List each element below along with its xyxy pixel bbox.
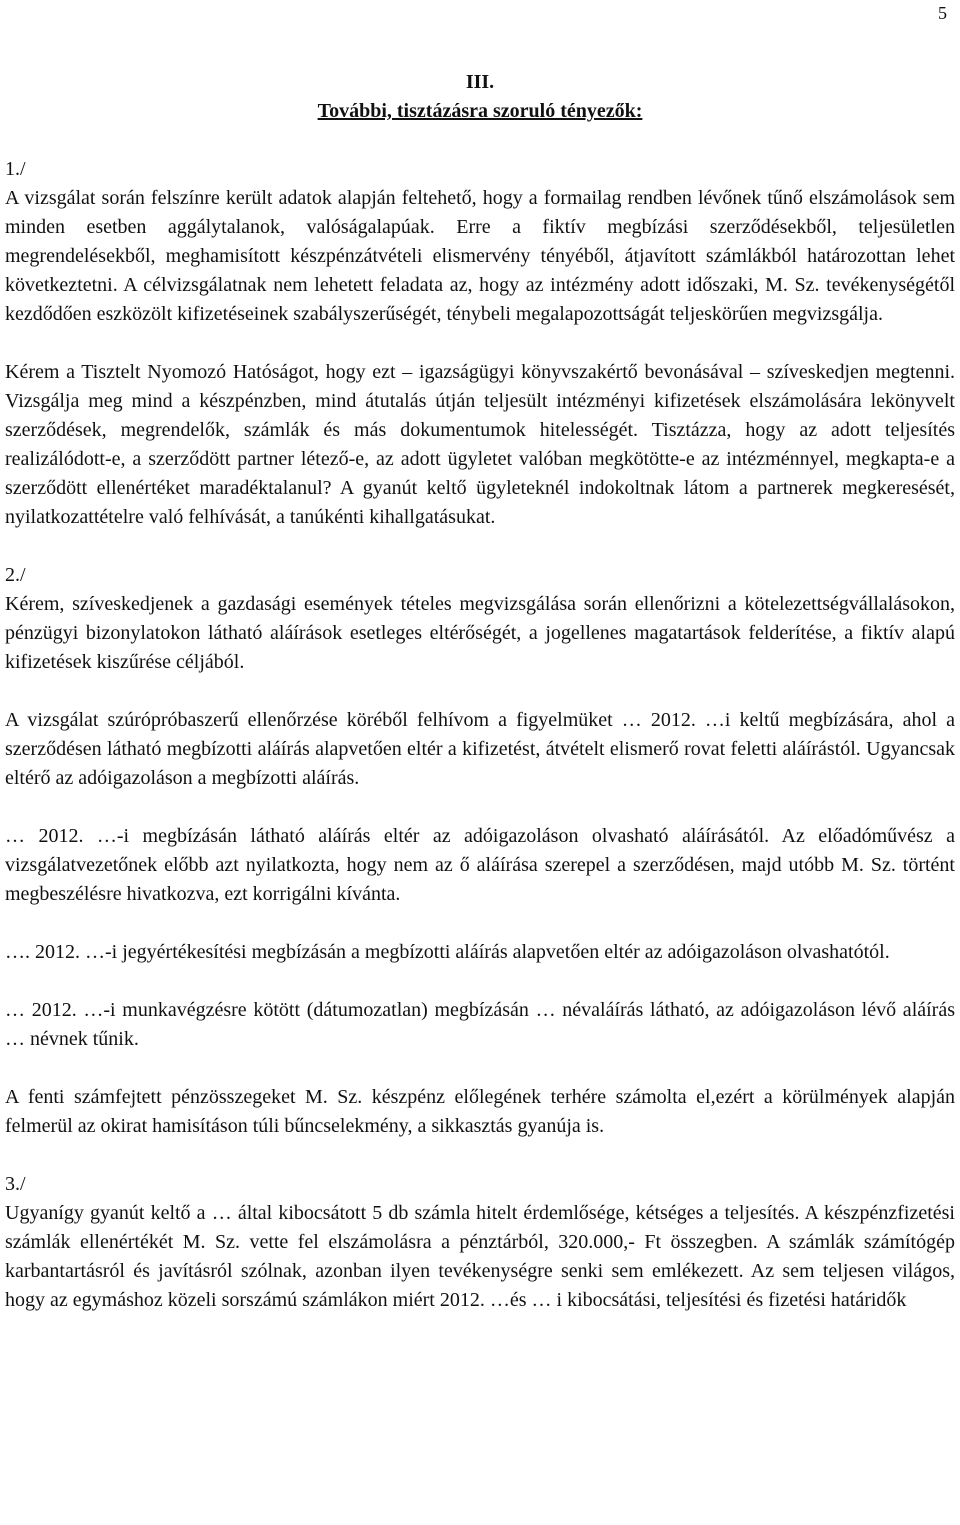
paragraph: … 2012. …-i munkavégzésre kötött (dátumozatlan) megbízásán … névaláírás látható, az adóigazoláson lévő aláírás … névnek tűnik.: [5, 999, 955, 1050]
paragraph: Kérem a Tisztelt Nyomozó Hatóságot, hogy ezt – igazságügyi könyvszakértő bevonásával – szíveskedjen megtenni. Vizsgálja meg mind a készpénzben, mind átutalás útján teljesült intézményi kifizetések elszámolására lekönyvelt szerződések, megrendelők, számlák és más dokumentumok hitelességét. Tisztázza, hogy az adott teljesítés realizálódott-e, a szerződött partner létező-e, az adott ügyletet valóban megkötötte-e az intézménnyel, megkapta-e a szerződött ellenértéket maradéktalanul? A gyanút keltő ügyleteknél indokoltnak látom a partnerek megkeresését, nyilatkozattételre való felhívását, a tanúkénti kihallgatásukat.: [5, 361, 955, 528]
paragraph: Kérem, szíveskedjenek a gazdasági események tételes megvizsgálása során ellenőrizni a kötelezettségvállalásokon, pénzügyi bizonylatokon látható aláírások esetleges eltérőségét, a jogellenes magatartások felderítése, a fiktív alapú kifizetések kiszűrése céljából.: [5, 593, 955, 673]
page-number: 5: [938, 3, 947, 23]
paragraph: Ugyanígy gyanút keltő a … által kibocsátott 5 db számla hitelt érdemlősége, kétséges a teljesítés. A készpénzfizetési számlák ellenértékét M. Sz. vette fel elszámolásra a pénztárból, 320.000,- Ft összegben. A számlák számítógép karbantartásról és javításról szólnak, azonban ilyen tevékenységre senki sem emlékezett. Az sem teljesen világos, hogy az egymáshoz közeli sorszámú számlákon miért 2012. …és … i kibocsátási, teljesítési és fizetési határidők: [5, 1202, 955, 1311]
point-label: 1./: [5, 158, 26, 180]
point-2: [5, 561, 955, 1141]
paragraph: …. 2012. …-i jegyértékesítési megbízásán a megbízotti aláírás alapvetően eltér az adóigazoláson olvashatótól.: [5, 941, 890, 963]
document-body: [5, 68, 955, 1344]
point-label: 3./: [5, 1173, 26, 1195]
point-label: 2./: [5, 564, 26, 586]
section-roman-numeral: III.: [465, 71, 495, 93]
paragraph: … 2012. …-i megbízásán látható aláírás eltér az adóigazoláson olvasható aláírásától. Az előadóművész a vizsgálatvezetőnek előbb azt nyilatkozta, hogy nem az ő aláírása szerepel a szerződésen, majd utóbb M. Sz. történt megbeszélésre hivatkozva, ezt korrigálni kívánta.: [5, 825, 955, 905]
point-1: [5, 155, 955, 532]
paragraph: A fenti számfejtett pénzösszegeket M. Sz. készpénz előlegének terhére számolta el,ezért a körülmények alapján felmerül az okirat hamisításon túli bűncselekmény, a sikkasztás gyanúja is.: [5, 1086, 955, 1137]
paragraph: A vizsgálat során felszínre került adatok alapján feltehető, hogy a formailag rendben lévőnek tűnő elszámolások sem minden esetben aggálytalanok, valóságalapúak. Erre a fiktív megbízási szerződésekből, teljesületlen megrendelésekből, meghamisított készpénzátvételi elismervény tényéből, átjavított számlákból határozottan lehet következtetni. A célvizsgálatnak nem lehetett feladata az, hogy az intézmény adott időszaki, M. Sz. tevékenységétől kezdődően eszközölt kifizetéseinek szabályszerűségét, ténybeli megalapozottságát teljeskörűen megvizsgálja.: [5, 187, 955, 325]
paragraph: A vizsgálat szúrópróbaszerű ellenőrzése köréből felhívom a figyelmüket … 2012. …i keltű megbízására, ahol a szerződésen látható megbízotti aláírás alapvetően eltér a kifizetést, átvételt elismerő rovat feletti aláírástól. Ugyancsak eltérő az adóigazoláson a megbízotti aláírás.: [5, 709, 955, 789]
point-3: [5, 1170, 955, 1315]
section-title: További, tisztázásra szoruló tényezők:: [317, 100, 643, 122]
